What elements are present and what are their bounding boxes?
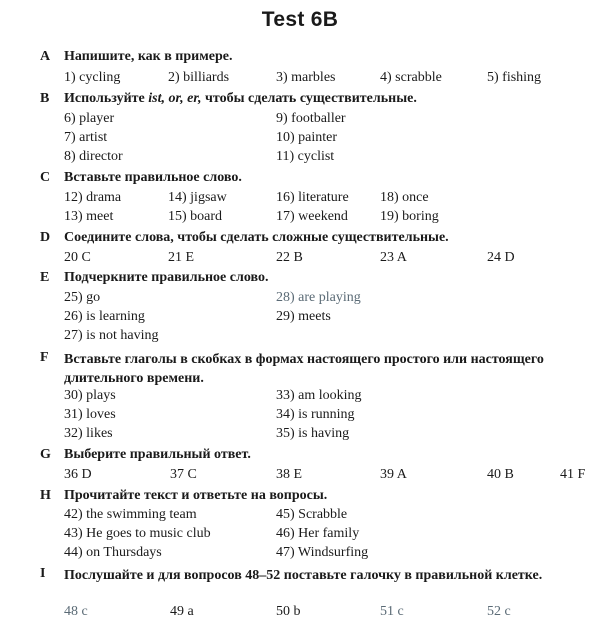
section-b-letter: B [40,91,50,106]
answer-21: 21 E [168,250,195,265]
answer-24: 24 D [487,250,515,265]
answer-6: 6) player [64,111,115,126]
section-f-letter: F [40,350,49,365]
answer-8: 8) director [64,149,123,164]
section-d-letter: D [40,230,51,245]
answer-37: 37 C [170,467,197,482]
answer-28: 28) are playing [276,290,361,305]
section-h-instruction: Прочитайте текст и ответьте на вопросы. [64,488,328,503]
answer-4: 4) scrabble [380,70,442,85]
answer-39: 39 A [380,467,407,482]
answer-13: 13) meet [64,209,114,224]
answer-38: 38 E [276,467,303,482]
answer-45: 45) Scrabble [276,507,348,522]
answer-5: 5) fishing [487,70,542,85]
answer-44: 44) on Thursdays [64,545,162,560]
section-a-instruction: Напишите, как в примере. [64,49,233,64]
answer-40: 40 B [487,467,514,482]
answer-25: 25) go [64,290,101,305]
answer-23: 23 A [380,250,407,265]
answer-14: 14) jigsaw [168,190,227,205]
answer-1: 1) cycling [64,70,121,85]
answer-52: 52 c [487,604,511,619]
answer-46: 46) Her family [276,526,360,541]
answer-9: 9) footballer [276,111,346,126]
answer-43: 43) He goes to music club [64,526,211,541]
answer-30: 30) plays [64,388,116,403]
section-c-instruction: Вставьте правильное слово. [64,170,242,185]
answer-17: 17) weekend [276,209,348,224]
answer-11: 11) cyclist [276,149,335,164]
answer-32: 32) likes [64,426,113,441]
section-e-instruction: Подчеркните правильное слово. [64,270,269,285]
section-a-letter: A [40,49,51,64]
answer-41: 41 F [560,467,586,482]
section-e-letter: E [40,270,50,285]
answer-29: 29) meets [276,309,331,324]
answer-22: 22 B [276,250,303,265]
section-f-instruction: Вставьте глаголы в скобках в формах настоящего простого или настоящего длительного времени. [64,352,544,386]
answer-18: 18) once [380,190,429,205]
answer-50: 50 b [276,604,301,619]
answer-35: 35) is having [276,426,350,441]
answer-34: 34) is running [276,407,355,422]
section-d-instruction: Соедините слова, чтобы сделать сложные существительные. [64,230,449,245]
section-i-instruction: Послушайте и для вопросов 48–52 поставьте галочку в правильной клетке. [64,568,543,583]
section-h-letter: H [40,488,51,503]
answer-12: 12) drama [64,190,122,205]
section-c-letter: C [40,170,51,185]
section-g-letter: G [40,447,51,462]
answer-26: 26) is learning [64,309,145,324]
answer-10: 10) painter [276,130,338,145]
section-i-letter: I [40,566,46,581]
answer-3: 3) marbles [276,70,336,85]
answer-36: 36 D [64,467,92,482]
answer-15: 15) board [168,209,223,224]
answer-7: 7) artist [64,130,108,145]
answer-33: 33) am looking [276,388,362,403]
answer-51: 51 c [380,604,404,619]
answer-42: 42) the swimming team [64,507,197,522]
page-title: Test 6B [261,8,339,31]
section-g-instruction: Выберите правильный ответ. [64,447,251,462]
answer-2: 2) billiards [168,70,230,85]
answer-27: 27) is not having [64,328,159,343]
answer-49: 49 a [170,604,194,619]
answer-16: 16) literature [276,190,349,205]
answer-48: 48 c [64,604,88,619]
answer-47: 47) Windsurfing [276,545,369,560]
answer-31: 31) loves [64,407,116,422]
section-b-instruction: Используйте ist, or, er, чтобы сделать существительные. [64,91,417,106]
answer-20: 20 C [64,250,91,265]
answer-19: 19) boring [380,209,439,224]
